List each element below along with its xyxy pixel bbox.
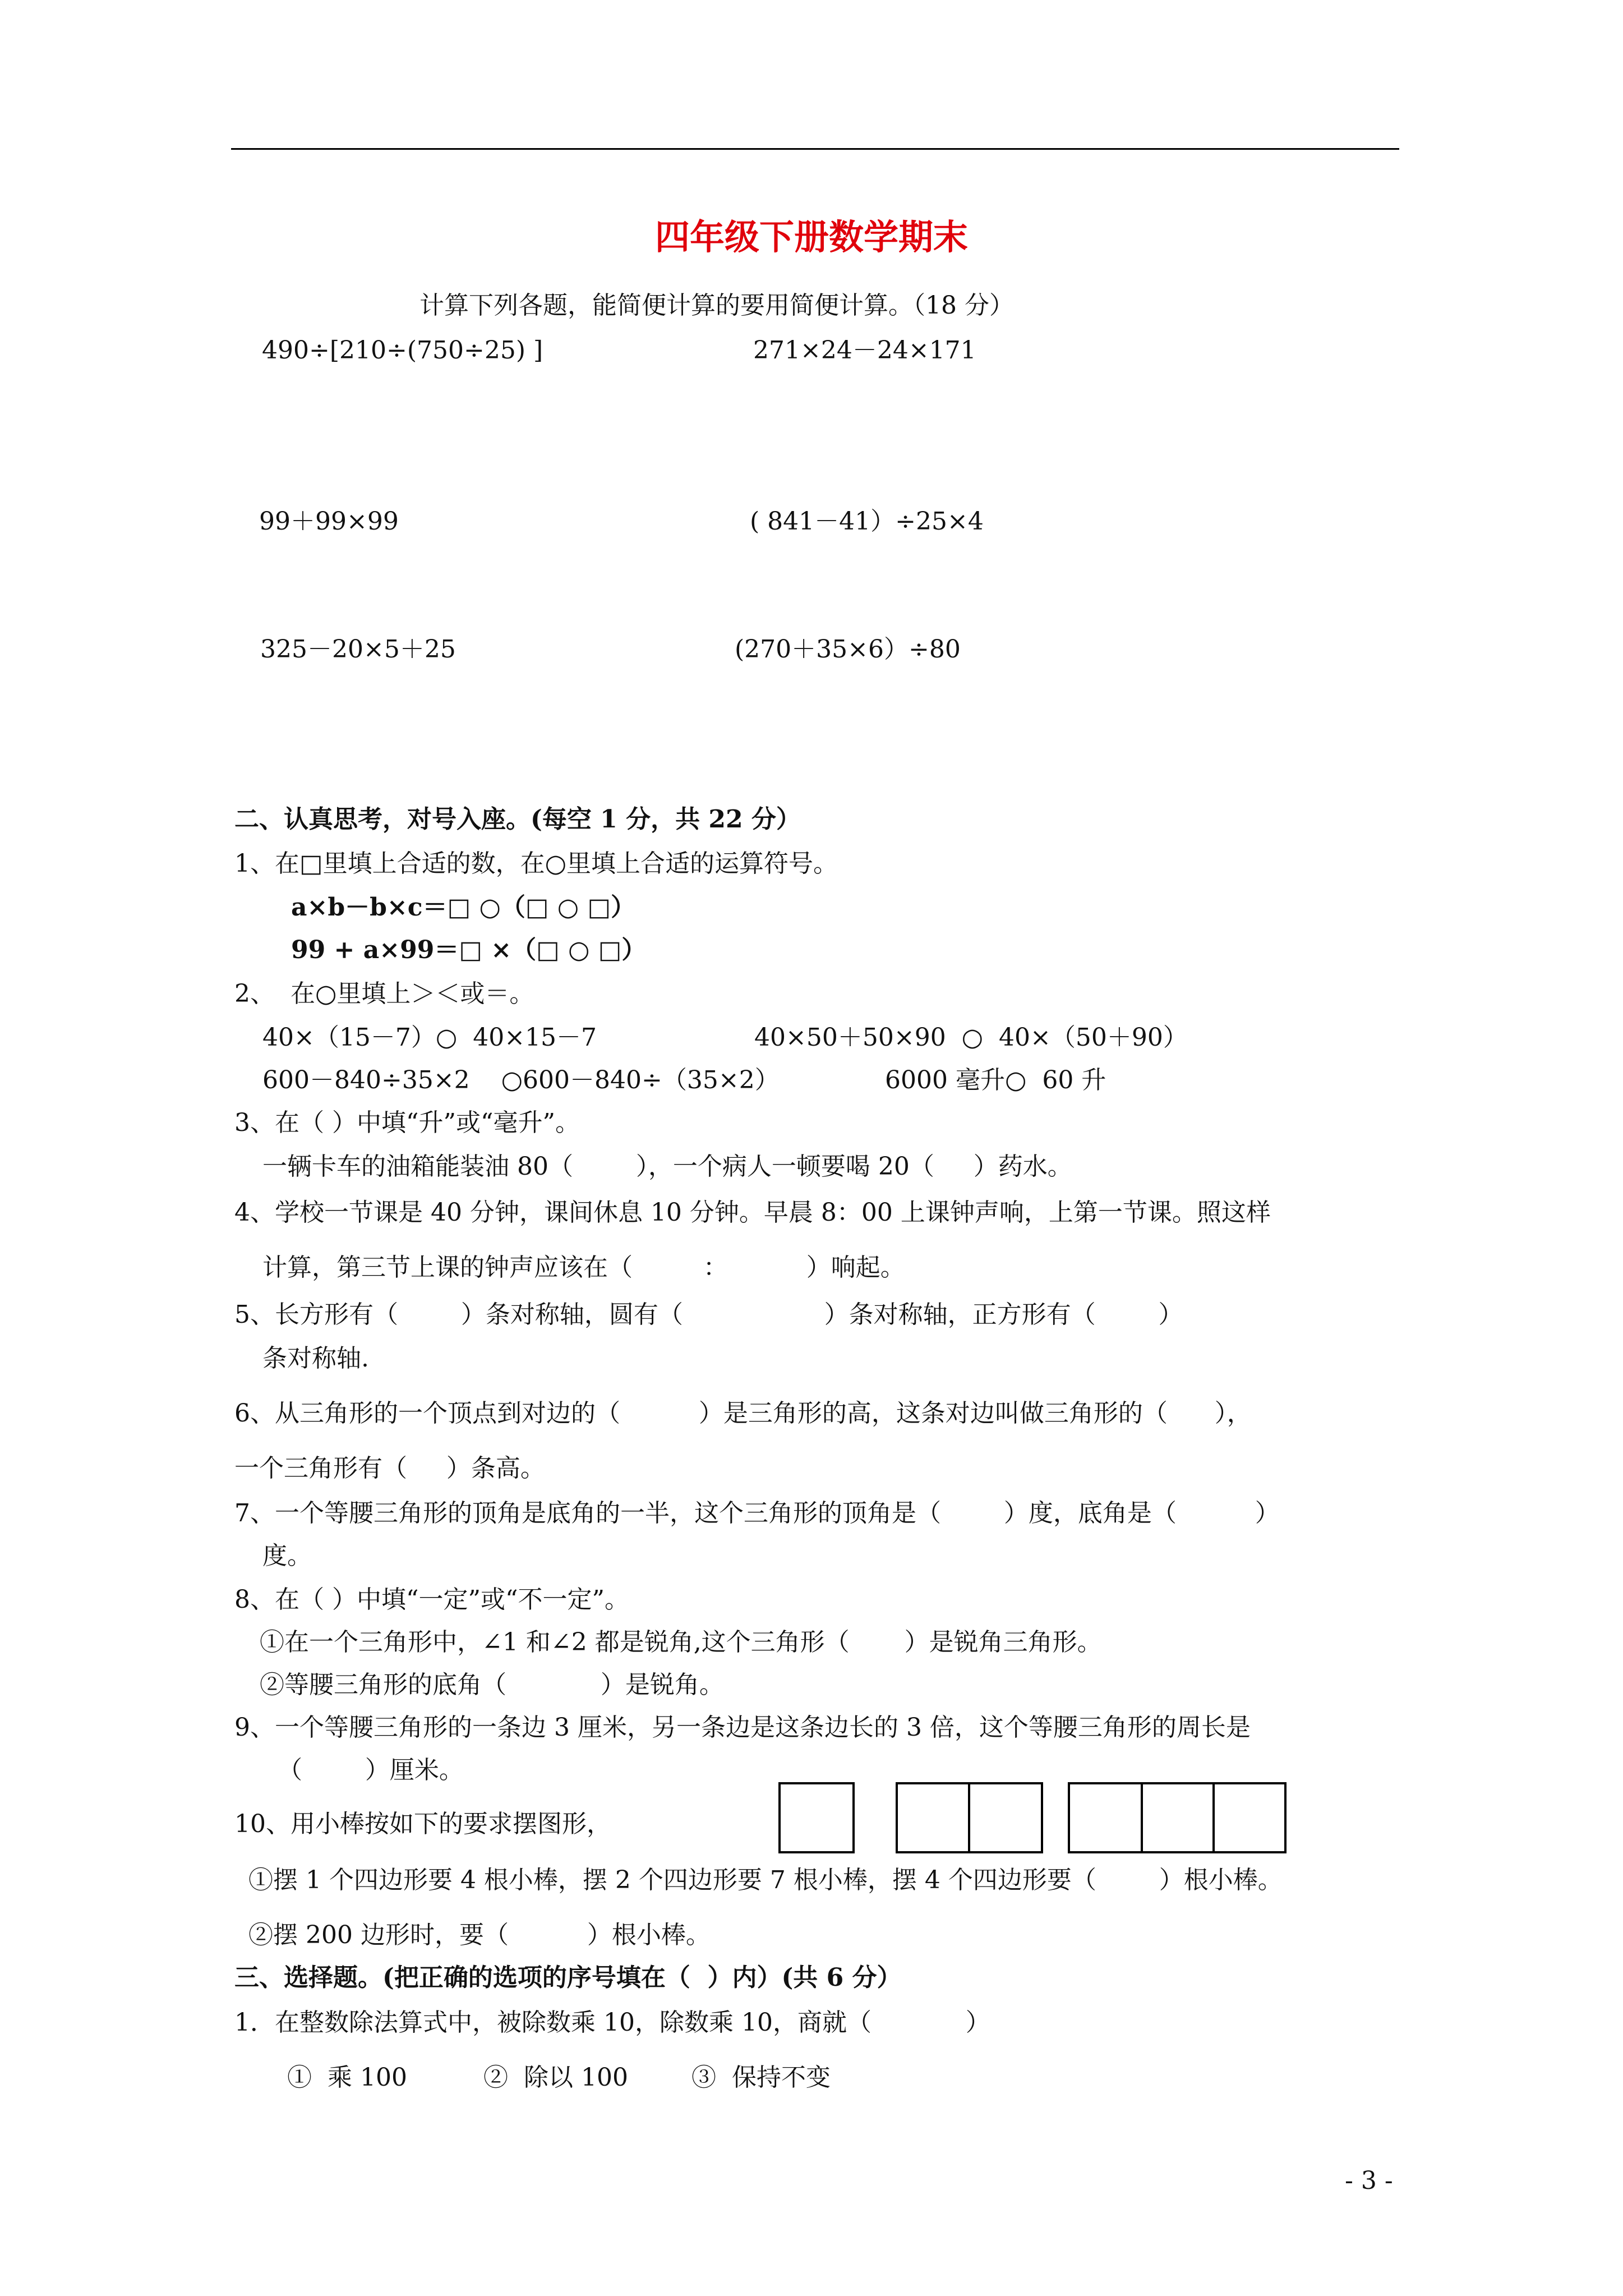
q10-item-b: ②摆 200 边形时，要（ ）根小棒。: [248, 1921, 711, 1949]
q3-text: 3、在（ ）中填“升”或“毫升”。: [234, 1108, 580, 1137]
part3-heading: 三、选择题。(把正确的选项的序号填在（ ）内）(共 6 分）: [234, 1963, 902, 1992]
q7-line1: 7、一个等腰三角形的顶角是底角的一半，这个三角形的顶角是（ ）度，底角是（ ）: [234, 1499, 1280, 1527]
calc-problem-5: 325－20×5＋25: [260, 635, 456, 664]
q7-line2: 度。: [262, 1542, 312, 1570]
calc-problem-3: 99＋99×99: [259, 507, 399, 536]
q1-text: 1、在□里填上合适的数，在○里填上合适的运算符号。: [234, 849, 838, 878]
figure-one-square: [778, 1782, 855, 1853]
p3-q1-option-1: ① 乘 100: [287, 2063, 407, 2092]
q1-line2: 99 + a×99＝□ ×（□ ○ □）: [291, 936, 647, 964]
q5-line1: 5、长方形有（ ）条对称轴，圆有（ ）条对称轴，正方形有（ ）: [234, 1300, 1183, 1329]
q2-item-b: 40×50＋50×90 ○ 40×（50＋90）: [754, 1023, 1188, 1052]
p3-q1-option-2: ② 除以 100: [483, 2063, 628, 2092]
q2-item-c: 600－840÷35×2 ○600－840÷（35×2）: [262, 1066, 780, 1094]
q6-line1: 6、从三角形的一个顶点到对边的（ ）是三角形的高，这条对边叫做三角形的（ ），: [234, 1399, 1252, 1428]
q9-line2: （ ）厘米。: [278, 1756, 464, 1784]
calc-problem-1: 490÷[210÷(750÷25) ]: [262, 336, 543, 365]
q4-line2: 计算，第三节上课的钟声应该在（ ： ）响起。: [262, 1253, 905, 1282]
q10-text: 10、用小棒按如下的要求摆图形，: [234, 1810, 611, 1838]
q8-item-b: ②等腰三角形的底角（ ）是锐角。: [260, 1671, 724, 1699]
calc-problem-2: 271×24－24×171: [753, 336, 976, 365]
q10-item-a: ①摆 1 个四边形要 4 根小棒，摆 2 个四边形要 7 根小棒，摆 4 个四边形要（ ）根小棒。: [248, 1866, 1283, 1894]
q1-line1: a×b－b×c＝□ ○（□ ○ □）: [291, 893, 636, 922]
q9-line1: 9、一个等腰三角形的一条边 3 厘米，另一条边是这条边长的 3 倍，这个等腰三角形的周长是: [234, 1713, 1251, 1742]
p3-q1-option-3: ③ 保持不变: [691, 2063, 831, 2092]
header-rule: [231, 148, 1399, 150]
q3-line: 一辆卡车的油箱能装油 80（ ），一个病人一顿要喝 20（ ）药水。: [262, 1152, 1072, 1181]
p3-q1-text: 1．在整数除法算式中，被除数乘 10，除数乘 10，商就（ ）: [234, 2008, 990, 2037]
calc-problem-6: (270＋35×6）÷80: [735, 635, 961, 664]
calc-problem-4: ( 841－41）÷25×4: [750, 507, 984, 536]
page-number: - 3 -: [1345, 2166, 1393, 2195]
q5-line2: 条对称轴.: [262, 1344, 369, 1373]
page-title: 四年级下册数学期末: [654, 217, 968, 257]
q4-line1: 4、学校一节课是 40 分钟，课间休息 10 分钟。早晨 8：00 上课钟声响，上第一节课。照这样: [234, 1198, 1271, 1227]
figure-two-squares: [896, 1782, 1043, 1853]
q2-item-a: 40×（15－7）○ 40×15－7: [262, 1023, 597, 1052]
part2-heading: 二、认真思考，对号入座。(每空 1 分，共 22 分）: [234, 805, 801, 834]
q8-item-a: ①在一个三角形中，∠1 和∠2 都是锐角,这个三角形（ ）是锐角三角形。: [260, 1628, 1102, 1657]
part1-intro: 计算下列各题，能简便计算的要用简便计算。（18 分）: [419, 291, 1014, 320]
q6-line2: 一个三角形有（ ）条高。: [234, 1454, 545, 1483]
q2-text: 2、 在○里填上＞＜或＝。: [234, 979, 534, 1008]
q8-text: 8、在（ ）中填“一定”或“不一定”。: [234, 1585, 629, 1614]
figure-three-squares: [1068, 1782, 1287, 1853]
q2-item-d: 6000 毫升○ 60 升: [885, 1066, 1106, 1094]
